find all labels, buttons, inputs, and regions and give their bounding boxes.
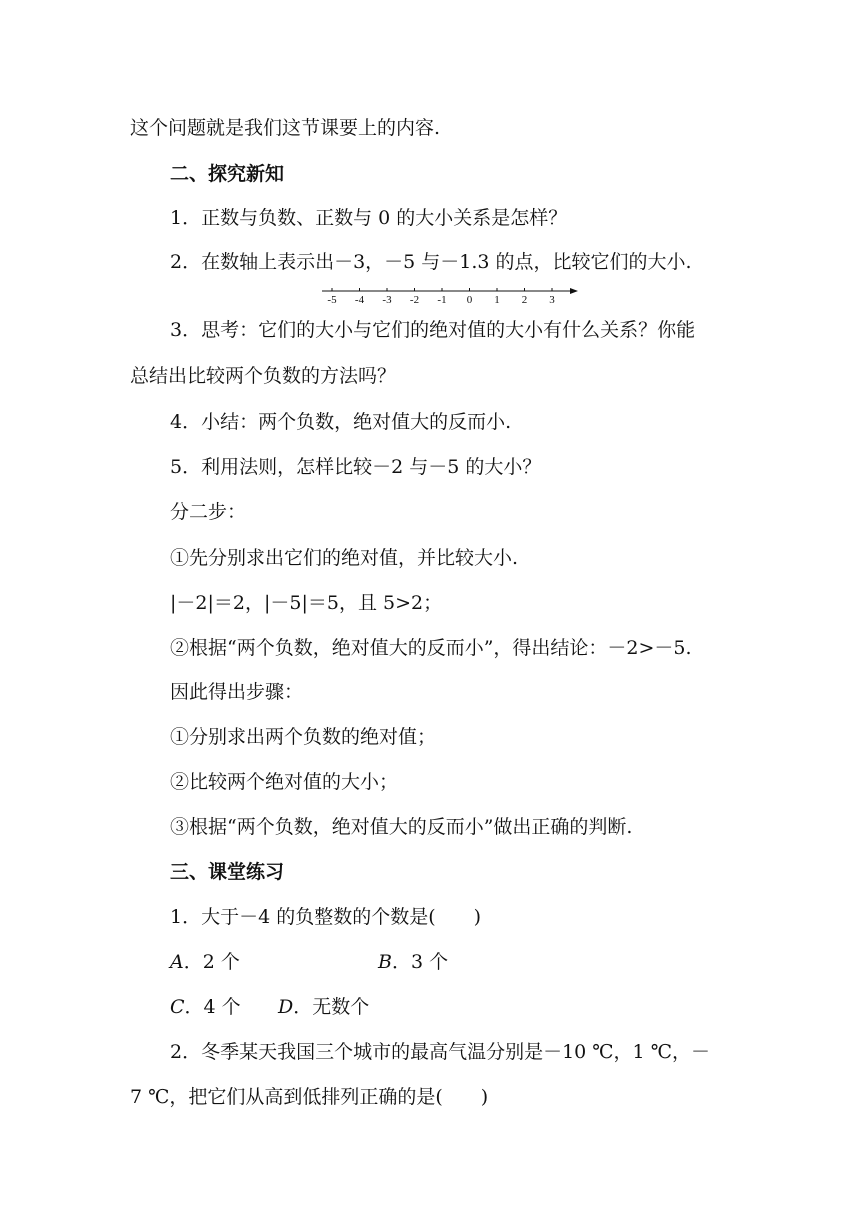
number-line-figure <box>318 282 582 306</box>
option-b-letter: B <box>378 951 392 973</box>
question-4: 4．小结：两个负数，绝对值大的反而小. <box>170 411 512 433</box>
option-d-text: ．无数个 <box>293 996 370 1018</box>
question-5: 5．利用法则，怎样比较－2 与－5 的大小？ <box>170 456 542 478</box>
section-heading-explore: 二、探究新知 <box>170 163 285 185</box>
option-a-text: ．2 个 <box>183 951 240 973</box>
step-2: ②根据“两个负数，绝对值大的反而小”，得出结论：－2>－5. <box>170 637 692 659</box>
option-a-letter: A <box>170 951 184 973</box>
question-3-line-1: 3．思考：它们的大小与它们的绝对值的大小有什么关系？你能 <box>170 319 696 341</box>
therefore-label: 因此得出步骤： <box>170 681 304 703</box>
option-a <box>170 950 378 974</box>
exercise-1-options-row-2 <box>170 995 369 1019</box>
option-b <box>378 950 448 974</box>
procedure-2: ②比较两个绝对值的大小； <box>170 771 399 793</box>
number-line-tick-label: -2 <box>409 294 420 306</box>
absolute-values: |－2|＝2，|－5|＝5，且 5>2； <box>170 592 443 614</box>
step-1: ①先分别求出它们的绝对值，并比较大小. <box>170 547 519 569</box>
exercise-2-line-1: 2．冬季某天我国三个城市的最高气温分别是－10 ℃，1 ℃，－ <box>170 1041 710 1063</box>
option-c <box>170 995 278 1019</box>
number-line-tick-label: 0 <box>466 294 473 306</box>
number-line-tick-label: 2 <box>521 294 528 306</box>
exercise-1-options-row-1 <box>170 950 448 974</box>
procedure-1: ①分别求出两个负数的绝对值； <box>170 726 437 748</box>
question-1: 1．正数与负数、正数与 0 的大小关系是怎样？ <box>170 207 568 229</box>
number-line-tick-label: -3 <box>382 294 392 306</box>
option-c-text: ．4 个 <box>184 996 241 1018</box>
procedure-3: ③根据“两个负数，绝对值大的反而小”做出正确的判断. <box>170 816 633 838</box>
two-steps-label: 分二步： <box>170 501 247 523</box>
number-line-tick-label: -4 <box>354 294 365 306</box>
question-3-line-2: 总结出比较两个负数的方法吗？ <box>130 365 397 387</box>
number-line-tick-label: 1 <box>494 294 500 306</box>
number-line-tick-label: -5 <box>327 294 337 306</box>
question-2: 2．在数轴上表示出－3，－5 与－1.3 的点，比较它们的大小. <box>170 251 692 273</box>
number-line-tick-label: -1 <box>437 294 447 306</box>
option-b-text: ．3 个 <box>391 951 449 973</box>
number-line-arrow <box>570 288 578 294</box>
section-heading-practice: 三、课堂练习 <box>170 861 285 883</box>
option-c-letter: C <box>170 996 185 1018</box>
exercise-2-line-2: 7 ℃，把它们从高到低排列正确的是( ) <box>130 1086 489 1108</box>
option-d <box>278 995 369 1019</box>
exercise-1: 1．大于－4 的负整数的个数是( ) <box>170 906 482 928</box>
number-line-tick-label: 3 <box>549 294 555 306</box>
option-d-letter: D <box>278 996 294 1018</box>
intro-line: 这个问题就是我们这节课要上的内容. <box>130 117 441 139</box>
